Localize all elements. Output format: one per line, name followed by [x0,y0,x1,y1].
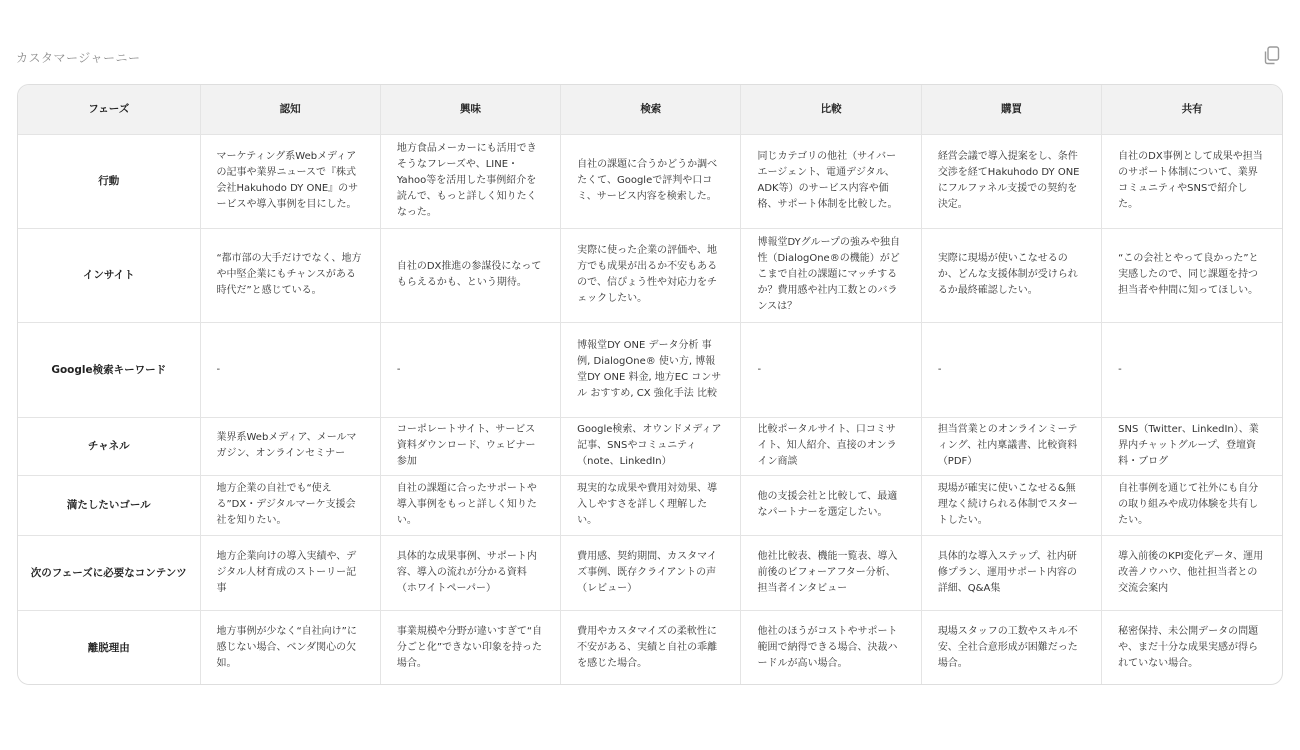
table-cell: Google検索、オウンドメディア記事、SNSやコミュニティ（note、LinkedIn） [561,417,741,475]
table-cell: 地方企業の自社でも“使える”DX・デジタルマーケ支援会社を知りたい。 [200,475,380,535]
table-cell: 導入前後のKPI変化データ、運用改善ノウハウ、他社担当者との交流会案内 [1102,535,1282,610]
table-cell: 自社のDX推進の参謀役になってもらえるかも、という期待。 [380,228,560,322]
table-cell: 費用感、契約期間、カスタマイズ事例、既存クライアントの声（レビュー） [561,535,741,610]
table-cell: 他社比較表、機能一覧表、導入前後のビフォーアフター分析、担当者インタビュー [741,535,921,610]
table-cell: 自社の課題に合ったサポートや導入事例をもっと詳しく知りたい。 [380,475,560,535]
customer-journey-table [17,84,1283,685]
table-cell: 自社のDX事例として成果や担当のサポート体制について、業界コミュニティやSNSで紹介した。 [1102,134,1282,228]
table-row [18,417,1282,475]
page-title: カスタマージャーニー [16,51,141,65]
table-cell: - [380,322,560,417]
row-header-insight: インサイト [18,228,200,322]
table-cell: 実際に使った企業の評価や、地方でも成果が出るか不安もあるので、信ぴょう性や対応力をチェックしたい。 [561,228,741,322]
table-cell: 事業規模や分野が違いすぎて“自分ごと化”できない印象を持った場合。 [380,610,560,685]
column-header-awareness: 認知 [200,85,380,134]
table-header-row [18,85,1282,134]
table-cell: 博報堂DY ONE データ分析 事例, DialogOne® 使い方, 博報堂DY ONE 料金, 地方EC コンサル おすすめ, CX 強化手法 比較 [561,322,741,417]
table-cell: 業界系Webメディア、メールマガジン、オンラインセミナー [200,417,380,475]
table-cell: 自社事例を通じて社外にも自分の取り組みや成功体験を共有したい。 [1102,475,1282,535]
table-cell: 博報堂DYグループの強みや独自性（DialogOne®の機能）がどこまで自社の課題にマッチするか？費用感や社内工数とのバランスは？ [741,228,921,322]
table-cell: 自社の課題に合うかどうか調べたくて、Googleで評判や口コミ、サービス内容を検索した。 [561,134,741,228]
column-header-comparison: 比較 [741,85,921,134]
column-header-purchase: 購買 [921,85,1101,134]
table-row [18,134,1282,228]
row-header-action: 行動 [18,134,200,228]
table-cell: 具体的な導入ステップ、社内研修プラン、運用サポート内容の詳細、Q&A集 [921,535,1101,610]
table-cell: SNS（Twitter、LinkedIn）、業界内チャットグループ、登壇資料・ブログ [1102,417,1282,475]
row-header-next-content: 次のフェーズに必要なコンテンツ [18,535,200,610]
table-cell: マーケティング系Webメディアの記事や業界ニュースで『株式会社Hakuhodo DY ONE』のサービスや導入事例を目にした。 [200,134,380,228]
table-cell: 経営会議で導入提案をし、条件交渉を経てHakuhodo DY ONEにフルファネル支援での契約を決定。 [921,134,1101,228]
table-cell: 地方食品メーカーにも活用できそうなフレーズや、LINE・Yahoo等を活用した事例紹介を読んで、もっと詳しく知りたくなった。 [380,134,560,228]
table-row [18,228,1282,322]
copy-icon [1263,46,1280,65]
table-row [18,535,1282,610]
row-header-goal: 満たしたいゴール [18,475,200,535]
table-row [18,322,1282,417]
column-header-interest: 興味 [380,85,560,134]
table-cell: 地方事例が少なく“自社向け”に感じない場合、ベンダ関心の欠如。 [200,610,380,685]
table-cell: “都市部の大手だけでなく、地方や中堅企業にもチャンスがある時代だ”と感じている。 [200,228,380,322]
table-cell: 担当営業とのオンラインミーティング、社内稟議書、比較資料（PDF） [921,417,1101,475]
table-cell: コーポレートサイト、サービス資料ダウンロード、ウェビナー参加 [380,417,560,475]
table-cell: 同じカテゴリの他社（サイバーエージェント、電通デジタル、ADK等）のサービス内容や価格、サポート体制を比較した。 [741,134,921,228]
row-header-churn-reason: 離脱理由 [18,610,200,685]
row-header-google-keywords: Google検索キーワード [18,322,200,417]
table-cell: 費用やカスタマイズの柔軟性に不安がある、実績と自社の乖離を感じた場合。 [561,610,741,685]
table-cell: 他社のほうがコストやサポート範囲で納得できる場合、決裁ハードルが高い場合。 [741,610,921,685]
table-cell: 現実的な成果や費用対効果、導入しやすさを詳しく理解したい。 [561,475,741,535]
column-header-search: 検索 [561,85,741,134]
table-cell: 他の支援会社と比較して、最適なパートナーを選定したい。 [741,475,921,535]
table-cell: - [921,322,1101,417]
column-header-phase: フェーズ [18,85,200,134]
table-cell: 現場スタッフの工数やスキル不安、全社合意形成が困難だった場合。 [921,610,1101,685]
table-cell: 現場が確実に使いこなせる&無理なく続けられる体制でスタートしたい。 [921,475,1101,535]
row-header-channel: チャネル [18,417,200,475]
table-cell: 実際に現場が使いこなせるのか、どんな支援体制が受けられるか最終確認したい。 [921,228,1101,322]
column-header-share: 共有 [1102,85,1282,134]
table-cell: - [200,322,380,417]
table-row [18,610,1282,685]
table-cell: “この会社とやって良かった”と実感したので、同じ課題を持つ担当者や仲間に知ってほしい。 [1102,228,1282,322]
table-cell: 地方企業向けの導入実績や、デジタル人材育成のストーリー記事 [200,535,380,610]
table-cell: - [741,322,921,417]
table-cell: - [1102,322,1282,417]
table-cell: 比較ポータルサイト、口コミサイト、知人紹介、直接のオンライン商談 [741,417,921,475]
table-cell: 具体的な成果事例、サポート内容、導入の流れが分かる資料（ホワイトペーパー） [380,535,560,610]
table-cell: 秘密保持、未公開データの問題や、まだ十分な成果実感が得られていない場合。 [1118,626,1259,670]
table-row [18,475,1282,535]
page-header [16,44,1284,70]
copy-button[interactable] [1260,44,1282,66]
